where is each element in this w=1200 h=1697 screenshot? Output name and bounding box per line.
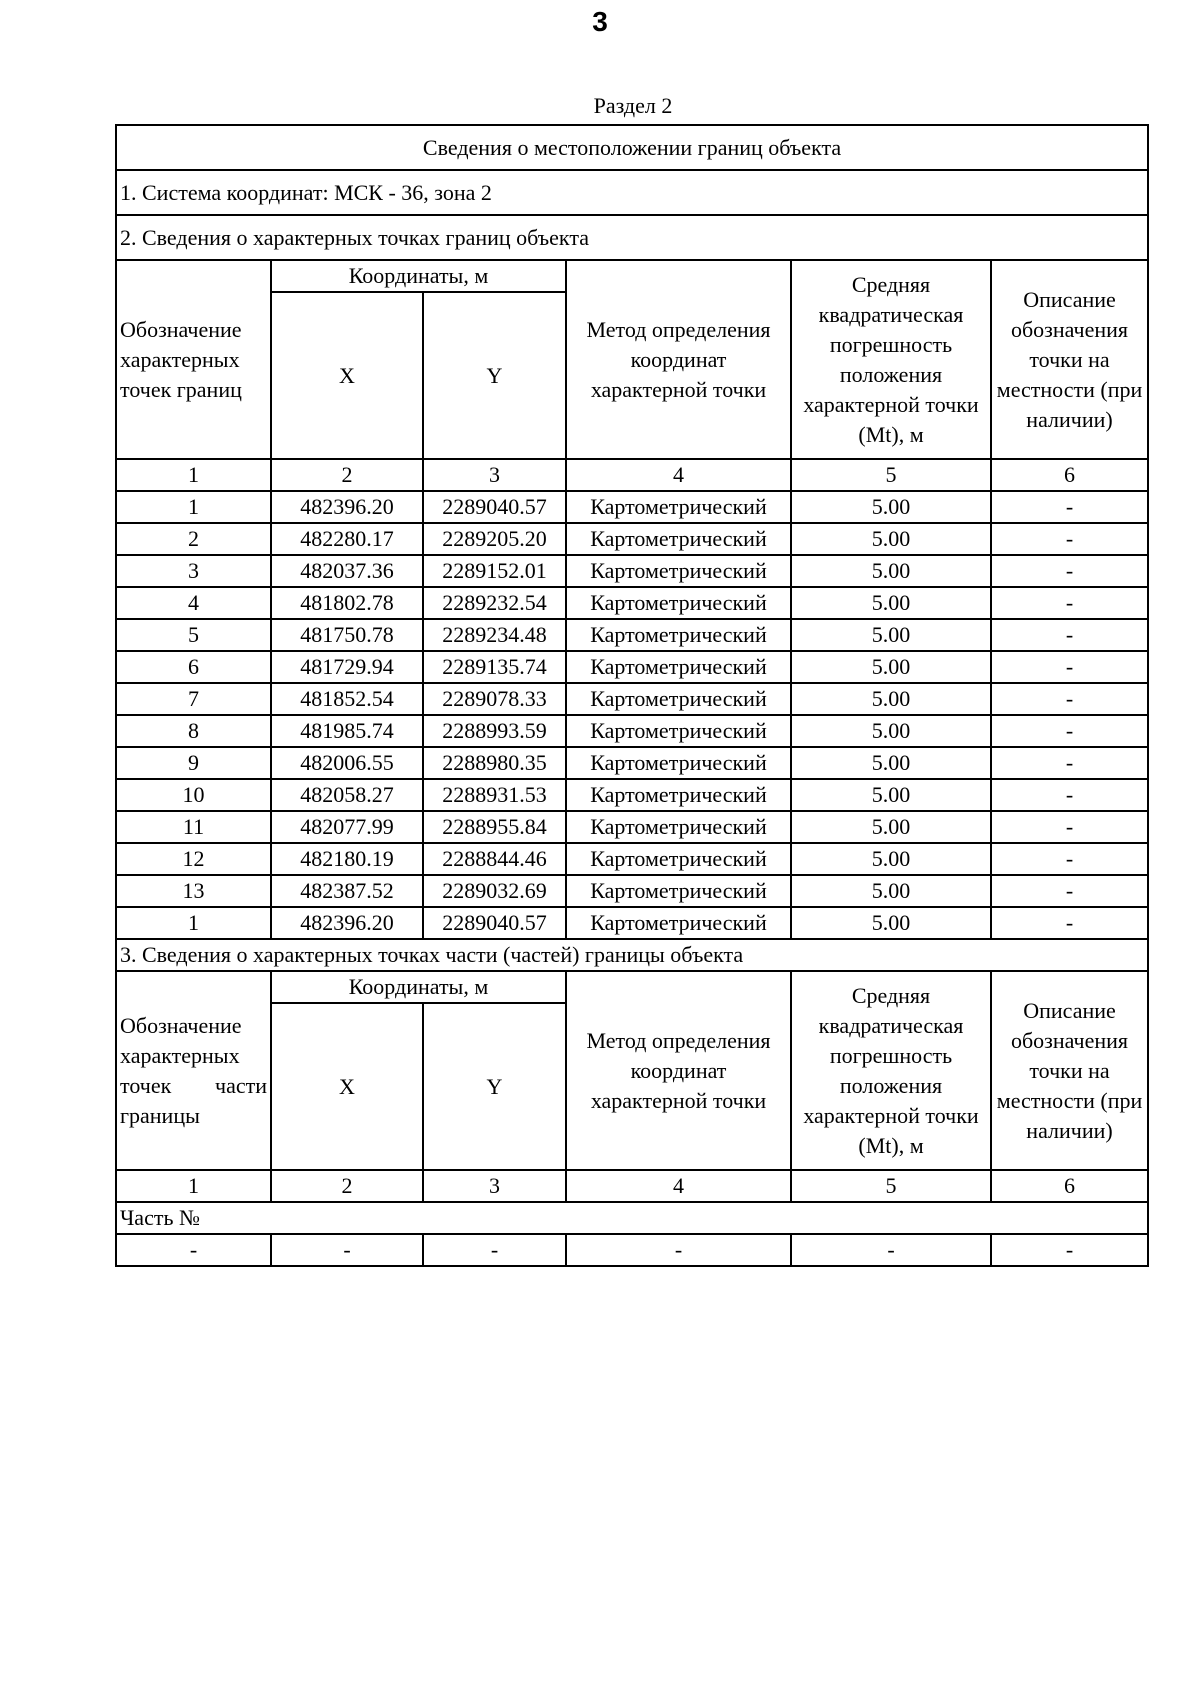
cell-x: 481729.94: [271, 651, 423, 683]
cell-y: 2289234.48: [423, 619, 566, 651]
part-cell-description: -: [991, 1234, 1148, 1266]
parts-column-header-y: Y: [423, 1003, 566, 1170]
boundary-table: [115, 124, 1149, 1267]
cell-x: 482387.52: [271, 875, 423, 907]
cell-x: 481750.78: [271, 619, 423, 651]
cell-point: 12: [116, 843, 271, 875]
cell-point: 4: [116, 587, 271, 619]
cell-description: -: [991, 811, 1148, 843]
cell-method: Картометрический: [566, 747, 791, 779]
parts-column-number: 2: [271, 1170, 423, 1202]
part-cell-method: -: [566, 1234, 791, 1266]
column-header-error: Средняя квадратическая погрешность положения характерной точки (Mt), м: [791, 260, 991, 459]
cell-method: Картометрический: [566, 587, 791, 619]
table-row: [116, 523, 1148, 555]
cell-error: 5.00: [791, 555, 991, 587]
cell-x: 482058.27: [271, 779, 423, 811]
cell-method: Картометрический: [566, 619, 791, 651]
cell-x: 482280.17: [271, 523, 423, 555]
cell-error: 5.00: [791, 683, 991, 715]
cell-y: 2288955.84: [423, 811, 566, 843]
section-title: Раздел 2: [593, 93, 673, 118]
table-row: [116, 619, 1148, 651]
cell-error: 5.00: [791, 907, 991, 939]
cell-description: -: [991, 875, 1148, 907]
cell-y: 2288980.35: [423, 747, 566, 779]
column-header-method: Метод определения координат характерной точки: [566, 260, 791, 459]
part-cell-y: -: [423, 1234, 566, 1266]
cell-method: Картометрический: [566, 491, 791, 523]
page-number: 3: [592, 6, 608, 37]
table-row: [116, 587, 1148, 619]
cell-method: Картометрический: [566, 651, 791, 683]
parts-column-header-method: Метод определения координат характерной точки: [566, 971, 791, 1170]
cell-description: -: [991, 523, 1148, 555]
table-title: Сведения о местоположении границ объекта: [116, 125, 1148, 170]
column-number: 1: [116, 459, 271, 491]
parts-header: 3. Сведения о характерных точках части (частей) границы объекта: [116, 939, 1148, 971]
table-row: [116, 907, 1148, 939]
column-header-point: Обозначение характерных точек границ: [116, 260, 271, 459]
cell-x: 482396.20: [271, 491, 423, 523]
cell-description: -: [991, 555, 1148, 587]
parts-column-number: 1: [116, 1170, 271, 1202]
cell-method: Картометрический: [566, 779, 791, 811]
cell-description: -: [991, 843, 1148, 875]
cell-y: 2289232.54: [423, 587, 566, 619]
parts-column-header-description: Описание обозначения точки на местности (при наличии): [991, 971, 1148, 1170]
table-row: [116, 491, 1148, 523]
cell-x: 482077.99: [271, 811, 423, 843]
table-row: [116, 651, 1148, 683]
cell-y: 2289040.57: [423, 907, 566, 939]
cell-description: -: [991, 651, 1148, 683]
column-number: 5: [791, 459, 991, 491]
cell-point: 7: [116, 683, 271, 715]
table-row: [116, 715, 1148, 747]
cell-point: 10: [116, 779, 271, 811]
parts-column-number: 6: [991, 1170, 1148, 1202]
cell-point: 6: [116, 651, 271, 683]
column-number: 4: [566, 459, 791, 491]
column-header-x: X: [271, 292, 423, 459]
cell-description: -: [991, 907, 1148, 939]
cell-method: Картометрический: [566, 843, 791, 875]
cell-error: 5.00: [791, 747, 991, 779]
parts-column-number: 5: [791, 1170, 991, 1202]
cell-description: -: [991, 779, 1148, 811]
cell-point: 9: [116, 747, 271, 779]
cell-error: 5.00: [791, 843, 991, 875]
cell-description: -: [991, 491, 1148, 523]
parts-column-header-coords: Координаты, м: [271, 971, 566, 1003]
cell-y: 2289205.20: [423, 523, 566, 555]
cell-point: 13: [116, 875, 271, 907]
table-row: [116, 683, 1148, 715]
coord-system: 1. Система координат: МСК - 36, зона 2: [116, 170, 1148, 215]
cell-error: 5.00: [791, 651, 991, 683]
part-label: Часть №: [116, 1202, 1148, 1234]
cell-error: 5.00: [791, 523, 991, 555]
part-cell-point: -: [116, 1234, 271, 1266]
cell-error: 5.00: [791, 491, 991, 523]
cell-x: 482396.20: [271, 907, 423, 939]
cell-point: 1: [116, 491, 271, 523]
cell-y: 2288931.53: [423, 779, 566, 811]
part-cell-error: -: [791, 1234, 991, 1266]
cell-method: Картометрический: [566, 907, 791, 939]
cell-method: Картометрический: [566, 555, 791, 587]
table-row: [116, 555, 1148, 587]
cell-y: 2289152.01: [423, 555, 566, 587]
parts-column-header-error: Средняя квадратическая погрешность положения характерной точки (Mt), м: [791, 971, 991, 1170]
cell-x: 481802.78: [271, 587, 423, 619]
column-number: 3: [423, 459, 566, 491]
cell-y: 2289135.74: [423, 651, 566, 683]
column-header-description: Описание обозначения точки на местности (при наличии): [991, 260, 1148, 459]
column-header-coords: Координаты, м: [271, 260, 566, 292]
cell-error: 5.00: [791, 875, 991, 907]
table-row: [116, 811, 1148, 843]
cell-x: 482037.36: [271, 555, 423, 587]
cell-description: -: [991, 587, 1148, 619]
cell-point: 11: [116, 811, 271, 843]
cell-x: 482006.55: [271, 747, 423, 779]
table-row: [116, 747, 1148, 779]
cell-method: Картометрический: [566, 811, 791, 843]
parts-column-number: 4: [566, 1170, 791, 1202]
boundary-rows: [116, 491, 1148, 939]
cell-description: -: [991, 619, 1148, 651]
cell-point: 8: [116, 715, 271, 747]
cell-method: Картометрический: [566, 683, 791, 715]
cell-x: 481852.54: [271, 683, 423, 715]
cell-y: 2288844.46: [423, 843, 566, 875]
cell-method: Картометрический: [566, 875, 791, 907]
cell-method: Картометрический: [566, 523, 791, 555]
cell-x: 481985.74: [271, 715, 423, 747]
cell-x: 482180.19: [271, 843, 423, 875]
cell-error: 5.00: [791, 811, 991, 843]
table-row: [116, 875, 1148, 907]
boundary-points-header: 2. Сведения о характерных точках границ объекта: [116, 215, 1148, 260]
table-row: [116, 843, 1148, 875]
cell-error: 5.00: [791, 715, 991, 747]
cell-description: -: [991, 715, 1148, 747]
parts-column-header-point: Обозначение характерных точек части границы: [116, 971, 271, 1170]
cell-error: 5.00: [791, 619, 991, 651]
cell-point: 3: [116, 555, 271, 587]
cell-y: 2288993.59: [423, 715, 566, 747]
parts-column-number: 3: [423, 1170, 566, 1202]
part-cell-x: -: [271, 1234, 423, 1266]
column-number: 2: [271, 459, 423, 491]
cell-y: 2289032.69: [423, 875, 566, 907]
cell-point: 5: [116, 619, 271, 651]
cell-error: 5.00: [791, 587, 991, 619]
table-row: [116, 779, 1148, 811]
column-number: 6: [991, 459, 1148, 491]
cell-point: 1: [116, 907, 271, 939]
column-header-y: Y: [423, 292, 566, 459]
cell-method: Картометрический: [566, 715, 791, 747]
cell-y: 2289078.33: [423, 683, 566, 715]
cell-y: 2289040.57: [423, 491, 566, 523]
cell-point: 2: [116, 523, 271, 555]
cell-description: -: [991, 683, 1148, 715]
cell-error: 5.00: [791, 779, 991, 811]
cell-description: -: [991, 747, 1148, 779]
parts-column-header-x: X: [271, 1003, 423, 1170]
